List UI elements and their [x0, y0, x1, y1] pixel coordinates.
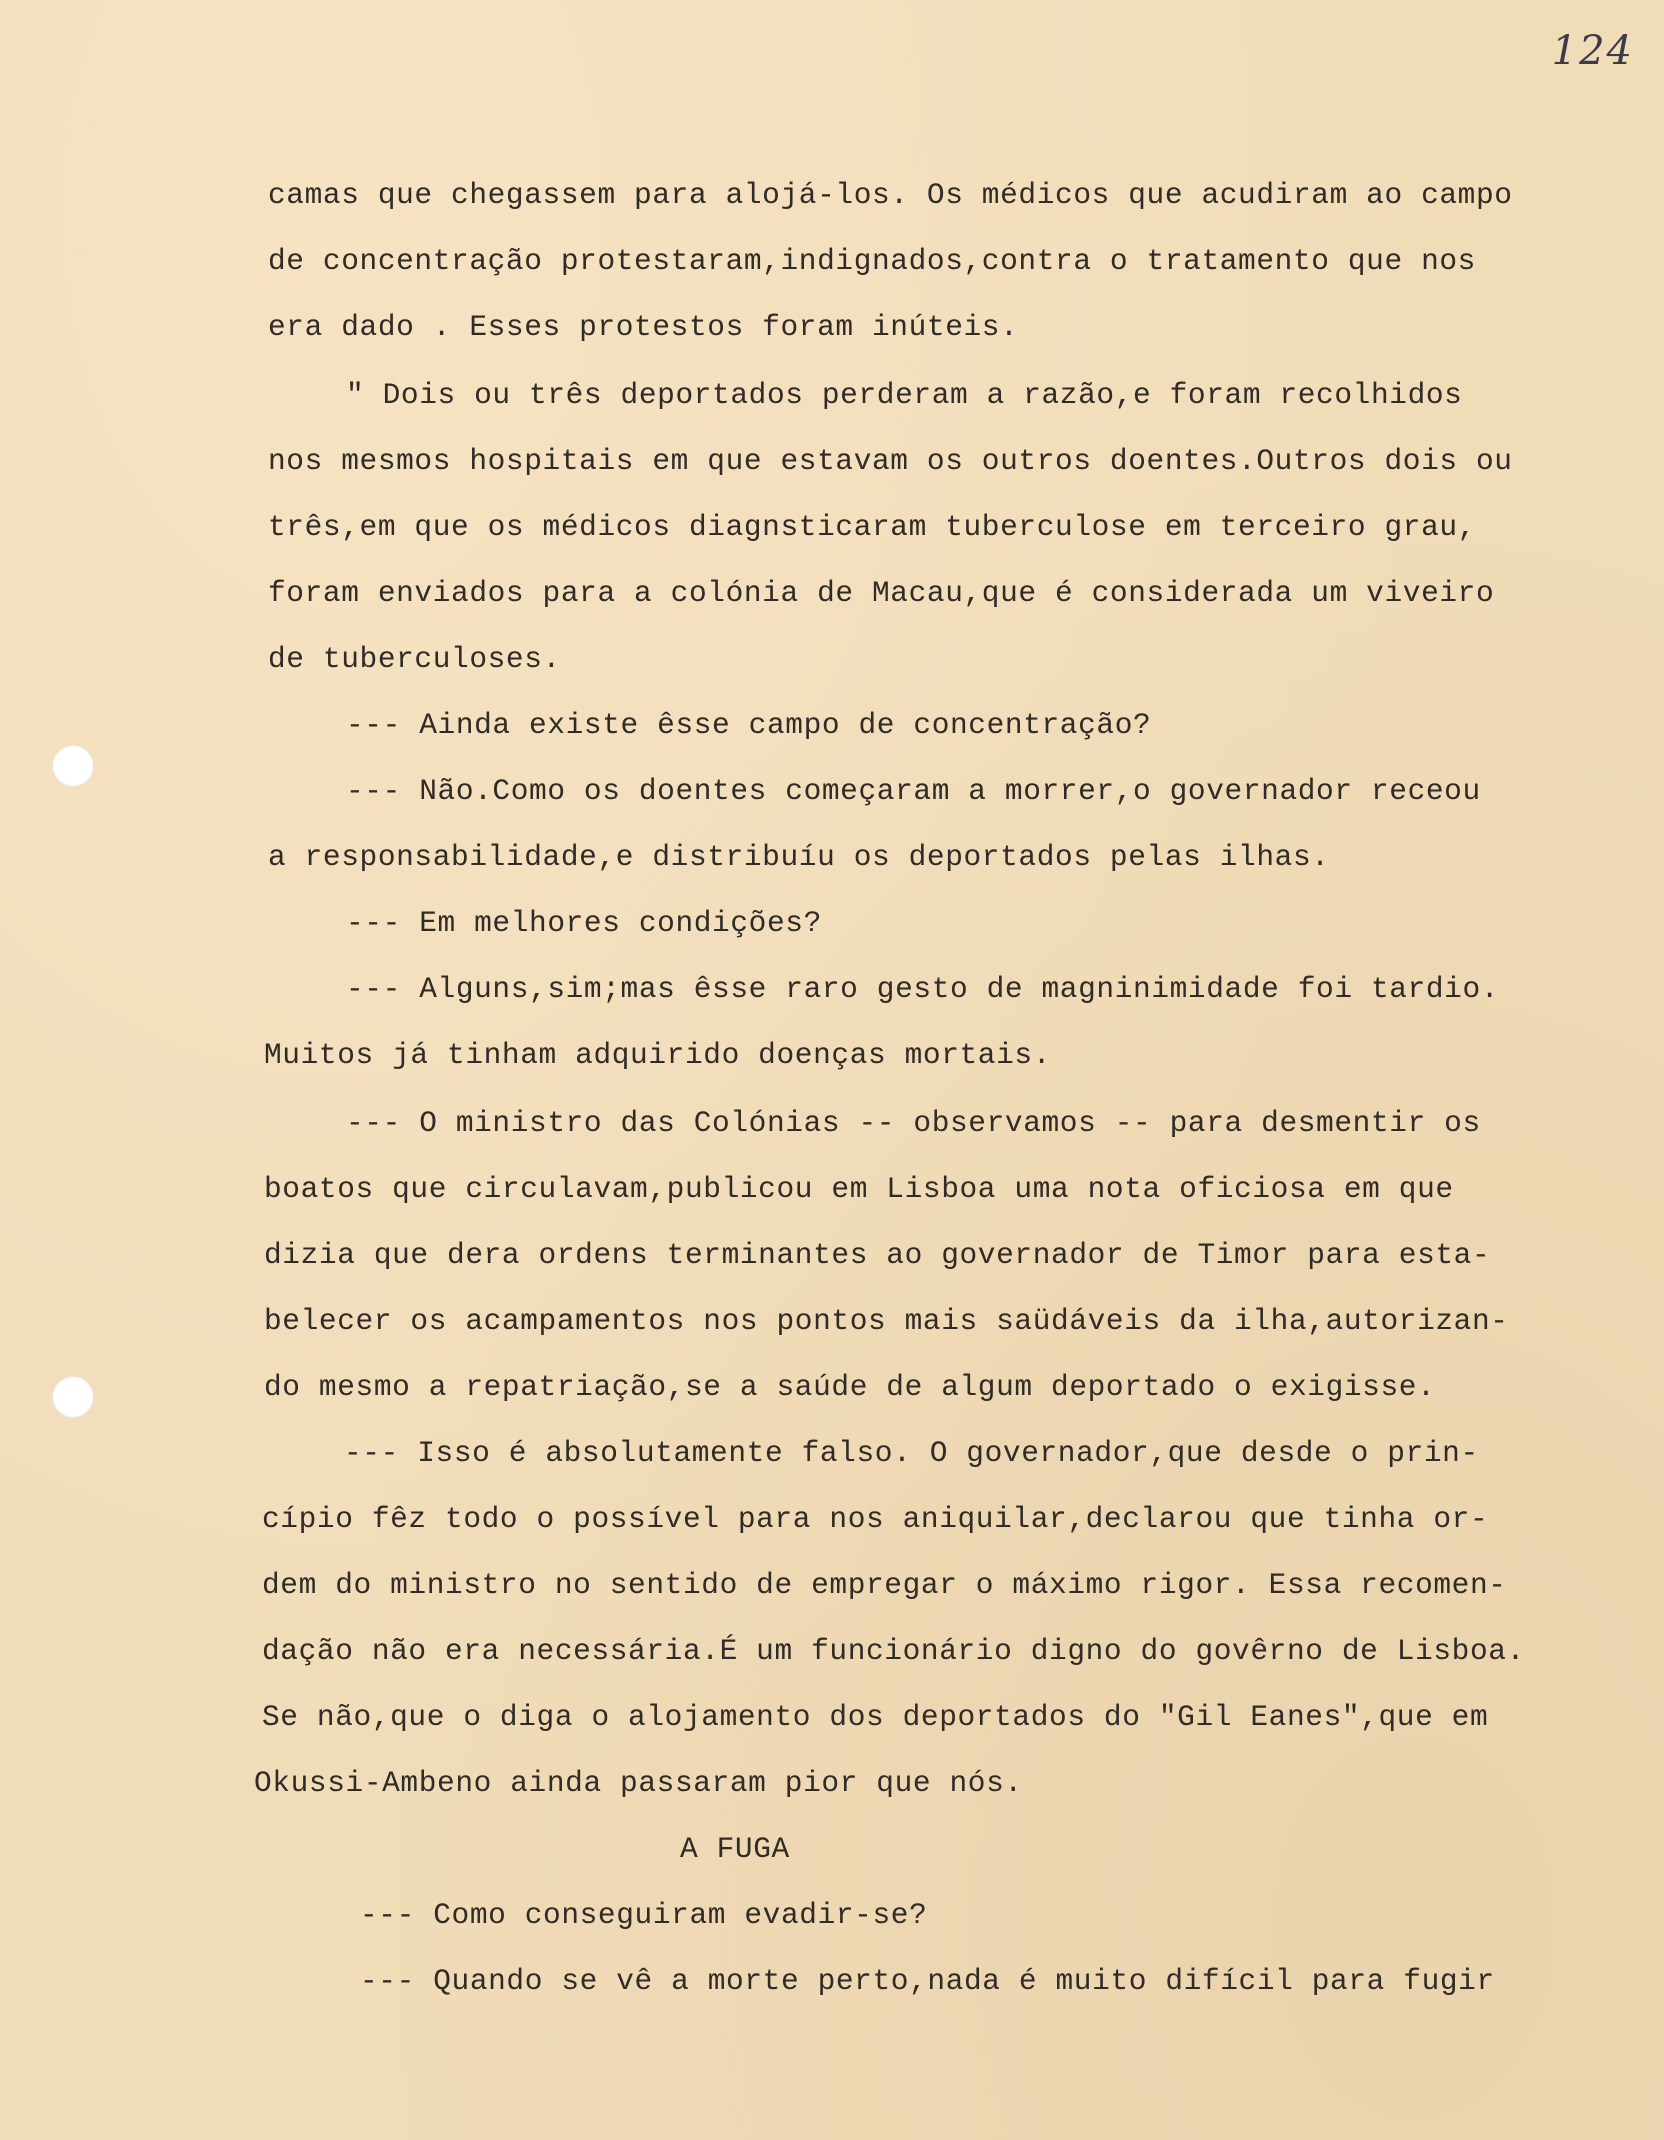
text-line: camas que chegassem para alojá-los. Os médicos que acudiram ao campo	[268, 178, 1513, 212]
text-line: do mesmo a repatriação,se a saúde de algum deportado o exigisse.	[264, 1370, 1436, 1404]
text-line: boatos que circulavam,publicou em Lisboa uma nota oficiosa em que	[264, 1172, 1454, 1206]
page-number: 124	[1551, 28, 1634, 74]
text-line: --- Alguns,sim;mas êsse raro gesto de magninimidade foi tardio.	[346, 972, 1500, 1006]
text-line: --- Isso é absolutamente falso. O governador,que desde o prin-	[344, 1436, 1479, 1470]
punch-hole-top	[52, 745, 94, 787]
text-line: Okussi-Ambeno ainda passaram pior que nós.	[254, 1766, 1023, 1800]
text-line: dizia que dera ordens terminantes ao governador de Timor para esta-	[264, 1238, 1491, 1272]
text-line: Muitos já tinham adquirido doenças mortais.	[264, 1038, 1052, 1072]
text-line: dação não era necessária.É um funcionário digno do govêrno de Lisboa.	[262, 1634, 1525, 1668]
text-line: belecer os acampamentos nos pontos mais saüdáveis da ilha,autorizan-	[264, 1304, 1509, 1338]
text-line: de tuberculoses.	[268, 642, 561, 676]
punch-hole-bottom	[52, 1376, 94, 1418]
text-line: " Dois ou três deportados perderam a razão,e foram recolhidos	[346, 378, 1463, 412]
text-line: três,em que os médicos diagnsticaram tuberculose em terceiro grau,	[268, 510, 1476, 544]
text-line: Se não,que o diga o alojamento dos deportados do "Gil Eanes",que em	[262, 1700, 1489, 1734]
text-line: nos mesmos hospitais em que estavam os outros doentes.Outros dois ou	[268, 444, 1513, 478]
text-line: dem do ministro no sentido de empregar o máximo rigor. Essa recomen-	[262, 1568, 1507, 1602]
text-line: --- O ministro das Colónias -- observamos -- para desmentir os	[346, 1106, 1481, 1140]
text-line: --- Quando se vê a morte perto,nada é muito difícil para fugir	[360, 1964, 1495, 1998]
text-line: --- Não.Como os doentes começaram a morrer,o governador receou	[346, 774, 1481, 808]
text-line: era dado . Esses protestos foram inúteis.	[268, 310, 1019, 344]
text-line: --- Em melhores condições?	[346, 906, 822, 940]
text-line: --- Ainda existe êsse campo de concentração?	[346, 708, 1152, 742]
text-line: cípio fêz todo o possível para nos aniquilar,declarou que tinha or-	[262, 1502, 1489, 1536]
text-line: de concentração protestaram,indignados,contra o tratamento que nos	[268, 244, 1476, 278]
text-line: a responsabilidade,e distribuíu os deportados pelas ilhas.	[268, 840, 1330, 874]
section-heading: A FUGA	[680, 1832, 790, 1866]
text-line: foram enviados para a colónia de Macau,que é considerada um viveiro	[268, 576, 1495, 610]
text-line: --- Como conseguiram evadir-se?	[360, 1898, 928, 1932]
